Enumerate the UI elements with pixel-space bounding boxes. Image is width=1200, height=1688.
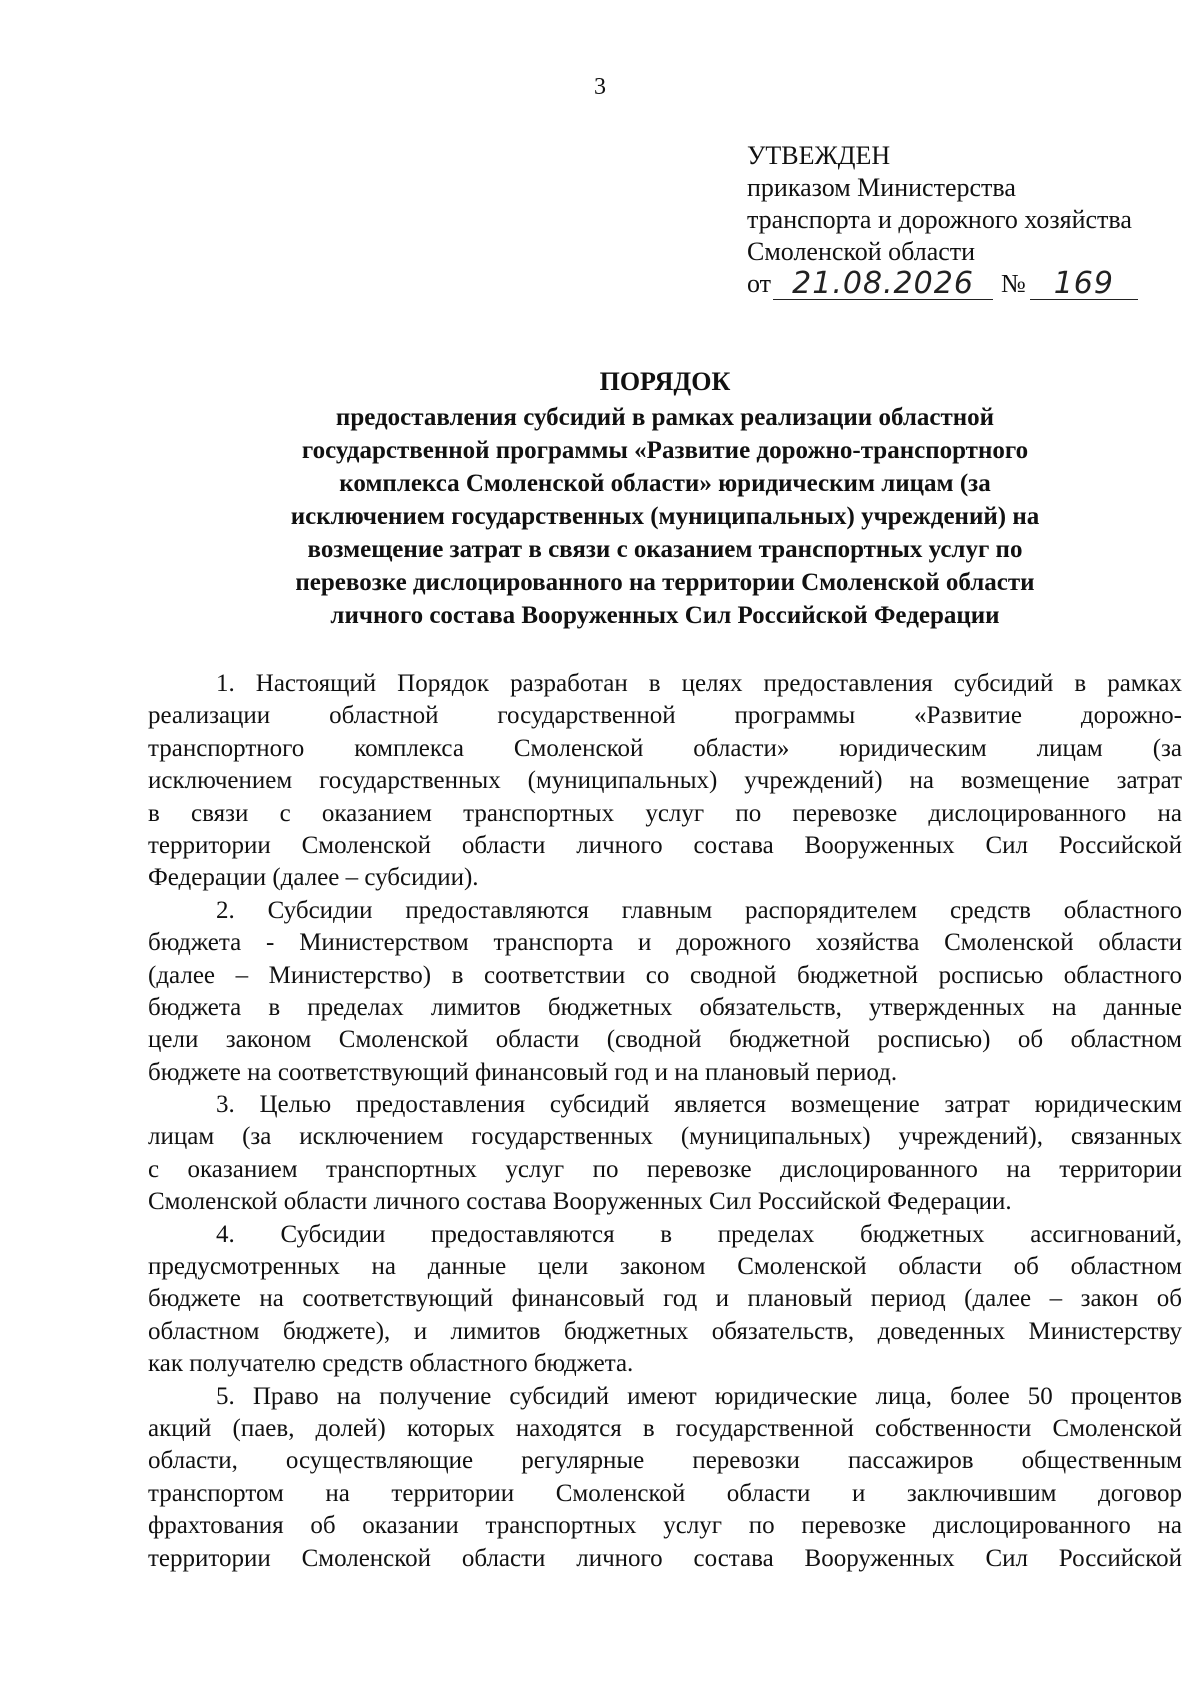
paragraph-line: (далее – Министерство) в соответствии со сводной бюджетной росписью областного [148,961,1182,989]
subtitle-line: государственной программы «Развитие дорожно-транспортного [301,437,1029,464]
paragraph-line: 2. Субсидии предоставляются главным распорядителем средств областного [216,896,1182,924]
paragraph-line: территории Смоленской области личного состава Вооруженных Сил Российской [148,1544,1182,1572]
paragraph-line: области, осуществляющие регулярные перевозки пассажиров общественным [148,1447,1182,1475]
paragraph-line: бюджета в пределах лимитов бюджетных обязательств, утвержденных на данные [148,993,1182,1021]
document-title-block [150,365,1180,632]
handwritten-date: 21.08.2026 [773,269,993,300]
paragraph-line: как получателю средств областного бюджета. [148,1350,634,1378]
paragraph-line: Смоленской области личного состава Вооруженных Сил Российской Федерации. [148,1188,1012,1216]
approval-line-2: транспорта и дорожного хозяйства [747,205,1132,234]
paragraph-line: исключением государственных (муниципальных) учреждений) на возмещение затрат [148,767,1182,795]
paragraph-4 [148,1219,1182,1381]
paragraph-line: с оказанием транспортных услуг по перевозке дислоцированного на территории [148,1155,1182,1183]
document-body [148,668,1182,1575]
paragraph-line: бюджете на соответствующий финансовый год и плановый период (далее – закон об [148,1285,1182,1313]
subtitle-line: перевозке дислоцированного на территории Смоленской области [295,569,1035,596]
paragraph-3 [148,1089,1182,1219]
paragraph-line: 3. Целью предоставления субсидий является возмещение затрат юридическим [216,1091,1182,1119]
paragraph-line: областном бюджете), и лимитов бюджетных обязательств, доведенных Министерству [148,1317,1182,1345]
paragraph-line: территории Смоленской области личного состава Вооруженных Сил Российской [148,831,1182,859]
page-number: 3 [594,74,606,100]
paragraph-line: бюджете на соответствующий финансовый год и на плановый период. [148,1058,898,1086]
paragraph-line: лицам (за исключением государственных (муниципальных) учреждений), связанных [148,1123,1182,1151]
paragraph-line: 1. Настоящий Порядок разработан в целях предоставления субсидий в рамках [216,670,1182,697]
approval-stamp-block [747,140,1187,300]
paragraph-line: Федерации (далее – субсидии). [148,864,479,892]
document-subtitle [150,401,1180,632]
paragraph-line: акций (паев, долей) которых находятся в государственной собственности Смоленской [148,1414,1182,1442]
paragraph-line: 5. Право на получение субсидий имеют юридические лица, более 50 процентов [216,1382,1182,1410]
paragraph-line: в связи с оказанием транспортных услуг по перевозке дислоцированного на [148,799,1182,827]
paragraph-line: транспортного комплекса Смоленской области» юридическим лицам (за [148,734,1182,762]
paragraph-line: фрахтования об оказании транспортных услуг по перевозке дислоцированного на [148,1512,1182,1540]
subtitle-line: исключением государственных (муниципальных) учреждений) на [290,503,1040,530]
paragraph-5 [148,1381,1182,1575]
paragraph-line: бюджета - Министерством транспорта и дорожного хозяйства Смоленской области [148,929,1182,957]
approval-date-number-line [747,268,1187,300]
document-title: ПОРЯДОК [599,367,731,396]
paragraph-line: цели законом Смоленской области (сводной бюджетной росписью) об областном [148,1026,1182,1054]
subtitle-line: предоставления субсидий в рамках реализации областной [335,404,995,431]
number-prefix: № [1001,269,1026,298]
approval-line-3: Смоленской области [747,237,976,266]
approval-heading: УТВЕЖДЕН [747,141,891,170]
subtitle-line: возмещение затрат в связи с оказанием транспортных услуг по [307,536,1023,563]
subtitle-line: личного состава Вооруженных Сил Российской Федерации [330,602,1000,629]
paragraph-2 [148,895,1182,1089]
handwritten-number: 169 [1030,269,1138,300]
paragraph-line: 4. Субсидии предоставляются в пределах бюджетных ассигнований, [216,1220,1182,1248]
date-prefix: от [747,269,772,298]
paragraph-1 [148,668,1182,895]
approval-line-1: приказом Министерства [747,173,1016,202]
paragraph-line: реализации областной государственной программы «Развитие дорожно- [148,702,1182,730]
subtitle-line: комплекса Смоленской области» юридическим лицам (за [339,470,991,497]
paragraph-line: предусмотренных на данные цели законом Смоленской области об областном [148,1253,1182,1281]
paragraph-line: транспортом на территории Смоленской области и заключившим договор [148,1479,1182,1507]
